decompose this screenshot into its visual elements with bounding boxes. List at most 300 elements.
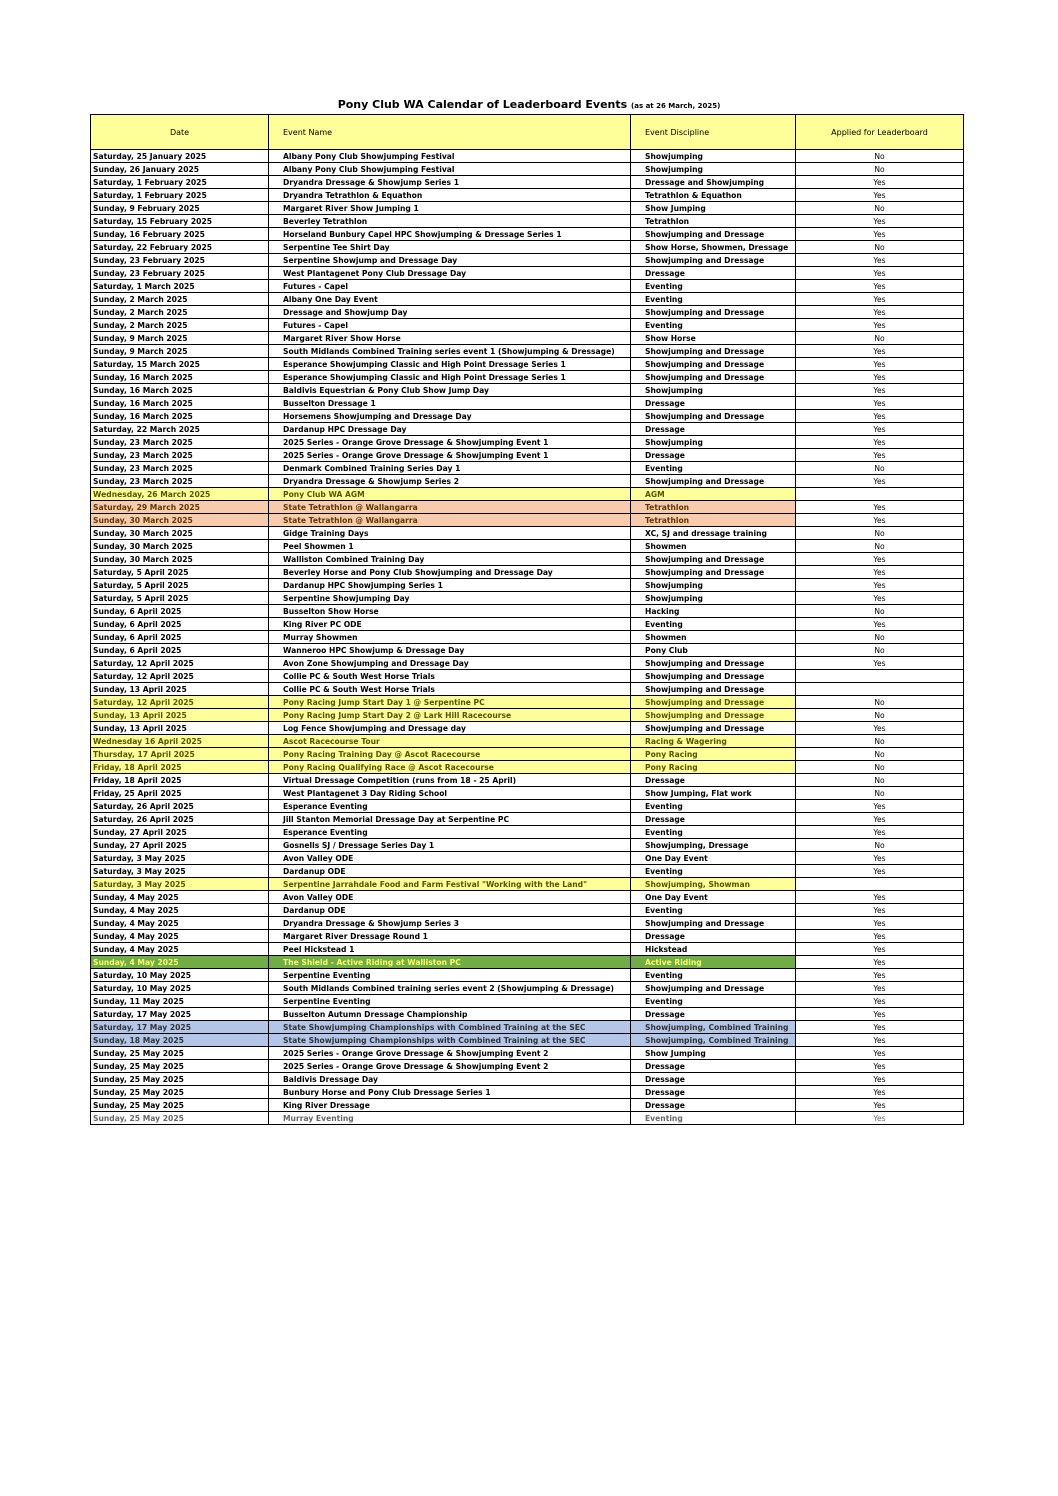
discipline-cell: Dressage [631, 930, 796, 943]
event-name-cell: Dryandra Dressage & Showjump Series 3 [269, 917, 631, 930]
discipline-cell: XC, SJ and dressage training [631, 527, 796, 540]
leaderboard-cell: Yes [796, 956, 964, 969]
event-name-cell: Peel Showmen 1 [269, 540, 631, 553]
event-name-cell: Avon Valley ODE [269, 891, 631, 904]
leaderboard-cell: No [796, 774, 964, 787]
leaderboard-cell: Yes [796, 436, 964, 449]
event-name-cell: Futures - Capel [269, 319, 631, 332]
table-row [91, 774, 964, 787]
table-row [91, 969, 964, 982]
event-name-cell: Dryandra Tetrathlon & Equathon [269, 189, 631, 202]
date-cell: Sunday, 30 March 2025 [91, 514, 269, 527]
table-row [91, 462, 964, 475]
event-name-cell: Dressage and Showjump Day [269, 306, 631, 319]
leaderboard-cell: Yes [796, 345, 964, 358]
leaderboard-cell: No [796, 644, 964, 657]
leaderboard-cell: Yes [796, 1060, 964, 1073]
leaderboard-cell: No [796, 839, 964, 852]
table-row [91, 241, 964, 254]
leaderboard-cell: Yes [796, 254, 964, 267]
event-name-cell: 2025 Series - Orange Grove Dressage & Showjumping Event 1 [269, 449, 631, 462]
table-row [91, 683, 964, 696]
leaderboard-cell: Yes [796, 449, 964, 462]
date-cell: Saturday, 12 April 2025 [91, 657, 269, 670]
date-cell: Saturday, 26 April 2025 [91, 813, 269, 826]
discipline-cell: Eventing [631, 995, 796, 1008]
event-name-cell: Denmark Combined Training Series Day 1 [269, 462, 631, 475]
date-cell: Sunday, 26 January 2025 [91, 163, 269, 176]
event-name-cell: State Showjumping Championships with Combined Training at the SEC [269, 1034, 631, 1047]
leaderboard-cell [796, 683, 964, 696]
discipline-cell: Showjumping and Dressage [631, 254, 796, 267]
table-row [91, 189, 964, 202]
discipline-cell: Tetrathlon [631, 501, 796, 514]
event-name-cell: Serpentine Showjump and Dressage Day [269, 254, 631, 267]
discipline-cell: Dressage [631, 1008, 796, 1021]
date-cell: Sunday, 13 April 2025 [91, 683, 269, 696]
discipline-cell: Showjumping and Dressage [631, 657, 796, 670]
table-row [91, 280, 964, 293]
event-name-cell: Esperance Showjumping Classic and High Point Dressage Series 1 [269, 358, 631, 371]
date-cell: Sunday, 4 May 2025 [91, 917, 269, 930]
discipline-cell: Showjumping and Dressage [631, 709, 796, 722]
event-name-cell: Margaret River Show Horse [269, 332, 631, 345]
event-name-cell: King River PC ODE [269, 618, 631, 631]
table-row [91, 1112, 964, 1125]
leaderboard-cell: Yes [796, 1086, 964, 1099]
event-name-cell: Serpentine Jarrahdale Food and Farm Festival "Working with the Land" [269, 878, 631, 891]
event-name-cell: Peel Hickstead 1 [269, 943, 631, 956]
discipline-cell: Eventing [631, 969, 796, 982]
date-cell: Sunday, 30 March 2025 [91, 540, 269, 553]
date-cell: Sunday, 9 March 2025 [91, 332, 269, 345]
leaderboard-cell: Yes [796, 423, 964, 436]
leaderboard-cell [796, 488, 964, 501]
leaderboard-cell: Yes [796, 228, 964, 241]
date-cell: Sunday, 23 March 2025 [91, 475, 269, 488]
date-cell: Sunday, 2 March 2025 [91, 306, 269, 319]
event-name-cell: Baldivis Equestrian & Pony Club Show Jump Day [269, 384, 631, 397]
leaderboard-cell: Yes [796, 475, 964, 488]
date-cell: Saturday, 26 April 2025 [91, 800, 269, 813]
discipline-cell: Showmen [631, 631, 796, 644]
table-row [91, 202, 964, 215]
leaderboard-cell: No [796, 761, 964, 774]
date-cell: Sunday, 27 April 2025 [91, 839, 269, 852]
date-cell: Sunday, 11 May 2025 [91, 995, 269, 1008]
date-cell: Sunday, 4 May 2025 [91, 956, 269, 969]
date-cell: Sunday, 30 March 2025 [91, 553, 269, 566]
column-header-event-name: Event Name [269, 115, 631, 150]
leaderboard-cell: Yes [796, 176, 964, 189]
date-cell: Sunday, 6 April 2025 [91, 631, 269, 644]
leaderboard-cell: No [796, 709, 964, 722]
leaderboard-cell: Yes [796, 514, 964, 527]
date-cell: Sunday, 16 February 2025 [91, 228, 269, 241]
table-row [91, 943, 964, 956]
date-cell: Saturday, 1 February 2025 [91, 176, 269, 189]
date-cell: Sunday, 25 May 2025 [91, 1086, 269, 1099]
table-row [91, 553, 964, 566]
leaderboard-cell: Yes [796, 1047, 964, 1060]
date-cell: Saturday, 15 February 2025 [91, 215, 269, 228]
event-name-cell: Dryandra Dressage & Showjump Series 1 [269, 176, 631, 189]
event-name-cell: South Midlands Combined Training series event 1 (Showjumping & Dressage) [269, 345, 631, 358]
date-cell: Sunday, 18 May 2025 [91, 1034, 269, 1047]
date-cell: Sunday, 2 March 2025 [91, 319, 269, 332]
discipline-cell: Showjumping and Dressage [631, 670, 796, 683]
table-row [91, 267, 964, 280]
leaderboard-cell: Yes [796, 852, 964, 865]
event-name-cell: Pony Racing Qualifying Race @ Ascot Racecourse [269, 761, 631, 774]
date-cell: Sunday, 13 April 2025 [91, 722, 269, 735]
event-name-cell: West Plantagenet Pony Club Dressage Day [269, 267, 631, 280]
table-row [91, 345, 964, 358]
discipline-cell: Showjumping and Dressage [631, 345, 796, 358]
discipline-cell: Showjumping, Combined Training [631, 1021, 796, 1034]
table-row [91, 709, 964, 722]
event-name-cell: King River Dressage [269, 1099, 631, 1112]
discipline-cell: Eventing [631, 280, 796, 293]
leaderboard-cell: Yes [796, 969, 964, 982]
event-name-cell: The Shield - Active Riding at Walliston PC [269, 956, 631, 969]
event-name-cell: Margaret River Show Jumping 1 [269, 202, 631, 215]
discipline-cell: Pony Racing [631, 761, 796, 774]
leaderboard-cell: Yes [796, 813, 964, 826]
discipline-cell: Eventing [631, 293, 796, 306]
leaderboard-events-table [90, 114, 964, 1125]
event-name-cell: Avon Zone Showjumping and Dressage Day [269, 657, 631, 670]
table-row [91, 891, 964, 904]
table-row [91, 904, 964, 917]
leaderboard-cell: Yes [796, 215, 964, 228]
discipline-cell: Showjumping [631, 150, 796, 163]
date-cell: Saturday, 15 March 2025 [91, 358, 269, 371]
table-row [91, 254, 964, 267]
discipline-cell: Pony Racing [631, 748, 796, 761]
leaderboard-cell: Yes [796, 306, 964, 319]
leaderboard-cell: Yes [796, 384, 964, 397]
event-name-cell: Futures - Capel [269, 280, 631, 293]
table-row [91, 319, 964, 332]
table-row [91, 592, 964, 605]
leaderboard-cell: No [796, 462, 964, 475]
event-name-cell: Horsemens Showjumping and Dressage Day [269, 410, 631, 423]
discipline-cell: Showjumping and Dressage [631, 696, 796, 709]
discipline-cell: Dressage [631, 1073, 796, 1086]
date-cell: Saturday, 22 March 2025 [91, 423, 269, 436]
table-row [91, 1060, 964, 1073]
table-row [91, 384, 964, 397]
event-name-cell: Virtual Dressage Competition (runs from 18 - 25 April) [269, 774, 631, 787]
discipline-cell: Hickstead [631, 943, 796, 956]
discipline-cell: Pony Club [631, 644, 796, 657]
table-row [91, 501, 964, 514]
discipline-cell: Eventing [631, 319, 796, 332]
leaderboard-cell: Yes [796, 800, 964, 813]
table-row [91, 566, 964, 579]
discipline-cell: Tetrathlon [631, 514, 796, 527]
discipline-cell: One Day Event [631, 852, 796, 865]
date-cell: Saturday, 29 March 2025 [91, 501, 269, 514]
date-cell: Saturday, 1 March 2025 [91, 280, 269, 293]
discipline-cell: Eventing [631, 618, 796, 631]
date-cell: Sunday, 16 March 2025 [91, 371, 269, 384]
discipline-cell: Eventing [631, 800, 796, 813]
discipline-cell: Dressage [631, 813, 796, 826]
table-row [91, 176, 964, 189]
discipline-cell: Eventing [631, 462, 796, 475]
leaderboard-cell: Yes [796, 1112, 964, 1125]
discipline-cell: Hacking [631, 605, 796, 618]
discipline-cell: Showjumping and Dressage [631, 553, 796, 566]
leaderboard-cell: Yes [796, 1099, 964, 1112]
table-row [91, 410, 964, 423]
table-row [91, 696, 964, 709]
discipline-cell: Showjumping and Dressage [631, 982, 796, 995]
leaderboard-cell: Yes [796, 1073, 964, 1086]
leaderboard-cell: No [796, 696, 964, 709]
leaderboard-cell: Yes [796, 592, 964, 605]
table-row [91, 1021, 964, 1034]
discipline-cell: Showjumping [631, 436, 796, 449]
date-cell: Saturday, 5 April 2025 [91, 566, 269, 579]
date-cell: Saturday, 3 May 2025 [91, 852, 269, 865]
leaderboard-cell: Yes [796, 358, 964, 371]
date-cell: Sunday, 25 May 2025 [91, 1073, 269, 1086]
event-name-cell: 2025 Series - Orange Grove Dressage & Showjumping Event 2 [269, 1047, 631, 1060]
date-cell: Sunday, 25 May 2025 [91, 1060, 269, 1073]
leaderboard-cell: Yes [796, 995, 964, 1008]
event-name-cell: Esperance Showjumping Classic and High Point Dressage Series 1 [269, 371, 631, 384]
event-name-cell: Gidge Training Days [269, 527, 631, 540]
leaderboard-cell: Yes [796, 371, 964, 384]
table-row [91, 488, 964, 501]
discipline-cell: Show Jumping [631, 202, 796, 215]
header-row [91, 115, 964, 150]
discipline-cell: Dressage [631, 1099, 796, 1112]
table-row [91, 306, 964, 319]
table-row [91, 1086, 964, 1099]
date-cell: Saturday, 5 April 2025 [91, 592, 269, 605]
event-name-cell: Dardanup HPC Showjumping Series 1 [269, 579, 631, 592]
event-name-cell: Pony Racing Jump Start Day 1 @ Serpentine PC [269, 696, 631, 709]
event-name-cell: Serpentine Tee Shirt Day [269, 241, 631, 254]
discipline-cell: Tetrathlon & Equathon [631, 189, 796, 202]
event-name-cell: 2025 Series - Orange Grove Dressage & Showjumping Event 1 [269, 436, 631, 449]
leaderboard-cell: No [796, 748, 964, 761]
event-name-cell: Dardanup HPC Dressage Day [269, 423, 631, 436]
title-text: Pony Club WA Calendar of Leaderboard Events [337, 98, 628, 111]
event-name-cell: Walliston Combined Training Day [269, 553, 631, 566]
discipline-cell: Show Horse, Showmen, Dressage [631, 241, 796, 254]
date-cell: Sunday, 6 April 2025 [91, 605, 269, 618]
date-cell: Saturday, 12 April 2025 [91, 670, 269, 683]
date-cell: Thursday, 17 April 2025 [91, 748, 269, 761]
discipline-cell: Showjumping and Dressage [631, 566, 796, 579]
table-row [91, 995, 964, 1008]
table-row [91, 852, 964, 865]
date-cell: Sunday, 6 April 2025 [91, 618, 269, 631]
table-row [91, 527, 964, 540]
date-cell: Sunday, 4 May 2025 [91, 930, 269, 943]
discipline-cell: Eventing [631, 826, 796, 839]
discipline-cell: Showjumping and Dressage [631, 410, 796, 423]
date-cell: Sunday, 9 March 2025 [91, 345, 269, 358]
event-name-cell: 2025 Series - Orange Grove Dressage & Showjumping Event 2 [269, 1060, 631, 1073]
discipline-cell: Dressage and Showjumping [631, 176, 796, 189]
table-row [91, 878, 964, 891]
date-cell: Sunday, 2 March 2025 [91, 293, 269, 306]
table-row [91, 371, 964, 384]
table-row [91, 449, 964, 462]
leaderboard-cell: Yes [796, 1034, 964, 1047]
discipline-cell: Showjumping and Dressage [631, 306, 796, 319]
table-row [91, 579, 964, 592]
discipline-cell: Showmen [631, 540, 796, 553]
date-cell: Sunday, 6 April 2025 [91, 644, 269, 657]
leaderboard-cell: Yes [796, 618, 964, 631]
discipline-cell: Tetrathlon [631, 215, 796, 228]
date-cell: Sunday, 23 March 2025 [91, 436, 269, 449]
table-row [91, 839, 964, 852]
leaderboard-cell: No [796, 241, 964, 254]
discipline-cell: Dressage [631, 397, 796, 410]
table-row [91, 540, 964, 553]
leaderboard-cell: Yes [796, 722, 964, 735]
discipline-cell: Eventing [631, 1112, 796, 1125]
date-cell: Saturday, 3 May 2025 [91, 865, 269, 878]
discipline-cell: Showjumping [631, 579, 796, 592]
date-cell: Saturday, 25 January 2025 [91, 150, 269, 163]
leaderboard-cell: Yes [796, 657, 964, 670]
date-cell: Wednesday, 26 March 2025 [91, 488, 269, 501]
event-name-cell: Beverley Tetrathlon [269, 215, 631, 228]
event-name-cell: Serpentine Eventing [269, 969, 631, 982]
discipline-cell: Showjumping, Dressage [631, 839, 796, 852]
event-name-cell: Collie PC & South West Horse Trials [269, 670, 631, 683]
leaderboard-cell: Yes [796, 904, 964, 917]
discipline-cell: Dressage [631, 423, 796, 436]
leaderboard-cell: Yes [796, 189, 964, 202]
event-name-cell: Dryandra Dressage & Showjump Series 2 [269, 475, 631, 488]
date-cell: Sunday, 25 May 2025 [91, 1112, 269, 1125]
table-row [91, 657, 964, 670]
event-name-cell: State Tetrathlon @ Wallangarra [269, 514, 631, 527]
discipline-cell: Showjumping and Dressage [631, 228, 796, 241]
event-name-cell: Baldivis Dressage Day [269, 1073, 631, 1086]
page-title [0, 98, 1058, 111]
event-name-cell: Serpentine Showjumping Day [269, 592, 631, 605]
event-name-cell: Esperance Eventing [269, 826, 631, 839]
event-name-cell: Busselton Autumn Dressage Championship [269, 1008, 631, 1021]
date-cell: Sunday, 23 March 2025 [91, 462, 269, 475]
event-name-cell: Busselton Show Horse [269, 605, 631, 618]
event-name-cell: Albany Pony Club Showjumping Festival [269, 150, 631, 163]
date-cell: Saturday, 1 February 2025 [91, 189, 269, 202]
discipline-cell: Show Jumping [631, 1047, 796, 1060]
discipline-cell: Showjumping [631, 384, 796, 397]
leaderboard-cell: Yes [796, 891, 964, 904]
discipline-cell: Show Horse [631, 332, 796, 345]
table-row [91, 826, 964, 839]
leaderboard-cell: Yes [796, 553, 964, 566]
discipline-cell: Dressage [631, 449, 796, 462]
table-row [91, 332, 964, 345]
date-cell: Sunday, 25 May 2025 [91, 1099, 269, 1112]
date-cell: Sunday, 9 February 2025 [91, 202, 269, 215]
table-row [91, 917, 964, 930]
leaderboard-cell: Yes [796, 280, 964, 293]
table-row [91, 1034, 964, 1047]
title-subtext: (as at 26 March, 2025) [631, 102, 721, 110]
date-cell: Saturday, 3 May 2025 [91, 878, 269, 891]
date-cell: Saturday, 17 May 2025 [91, 1008, 269, 1021]
leaderboard-cell: No [796, 540, 964, 553]
leaderboard-cell: Yes [796, 917, 964, 930]
event-name-cell: Log Fence Showjumping and Dressage day [269, 722, 631, 735]
table-row [91, 358, 964, 371]
leaderboard-cell: Yes [796, 865, 964, 878]
event-name-cell: Margaret River Dressage Round 1 [269, 930, 631, 943]
leaderboard-cell: Yes [796, 267, 964, 280]
discipline-cell: Dressage [631, 267, 796, 280]
table-row [91, 423, 964, 436]
discipline-cell: Showjumping [631, 163, 796, 176]
table-row [91, 761, 964, 774]
date-cell: Sunday, 30 March 2025 [91, 527, 269, 540]
table-row [91, 956, 964, 969]
column-header-event-discipline: Event Discipline [631, 115, 796, 150]
event-name-cell: Dardanup ODE [269, 865, 631, 878]
discipline-cell: Showjumping, Combined Training [631, 1034, 796, 1047]
table-row [91, 644, 964, 657]
event-name-cell: Murray Eventing [269, 1112, 631, 1125]
date-cell: Sunday, 23 February 2025 [91, 267, 269, 280]
event-name-cell: Murray Showmen [269, 631, 631, 644]
event-name-cell: Pony Racing Jump Start Day 2 @ Lark Hill Racecourse [269, 709, 631, 722]
column-header-date: Date [91, 115, 269, 150]
date-cell: Saturday, 5 April 2025 [91, 579, 269, 592]
date-cell: Sunday, 23 February 2025 [91, 254, 269, 267]
leaderboard-cell: No [796, 163, 964, 176]
table-row [91, 865, 964, 878]
event-name-cell: West Plantagenet 3 Day Riding School [269, 787, 631, 800]
table-row [91, 1073, 964, 1086]
event-name-cell: South Midlands Combined training series event 2 (Showjumping & Dressage) [269, 982, 631, 995]
discipline-cell: Active Riding [631, 956, 796, 969]
table-row [91, 748, 964, 761]
event-name-cell: Pony Club WA AGM [269, 488, 631, 501]
table-row [91, 800, 964, 813]
table-row [91, 475, 964, 488]
date-cell: Sunday, 16 March 2025 [91, 410, 269, 423]
discipline-cell: Showjumping and Dressage [631, 475, 796, 488]
date-cell: Wednesday 16 April 2025 [91, 735, 269, 748]
discipline-cell: Showjumping and Dressage [631, 371, 796, 384]
date-cell: Sunday, 13 April 2025 [91, 709, 269, 722]
event-name-cell: Esperance Eventing [269, 800, 631, 813]
table-row [91, 228, 964, 241]
discipline-cell: Showjumping, Showman [631, 878, 796, 891]
table-row [91, 787, 964, 800]
table-row [91, 1008, 964, 1021]
event-name-cell: Wanneroo HPC Showjump & Dressage Day [269, 644, 631, 657]
table-row [91, 163, 964, 176]
column-header-applied-for-leaderboard: Applied for Leaderboard [796, 115, 964, 150]
date-cell: Friday, 25 April 2025 [91, 787, 269, 800]
event-name-cell: Pony Racing Training Day @ Ascot Racecourse [269, 748, 631, 761]
